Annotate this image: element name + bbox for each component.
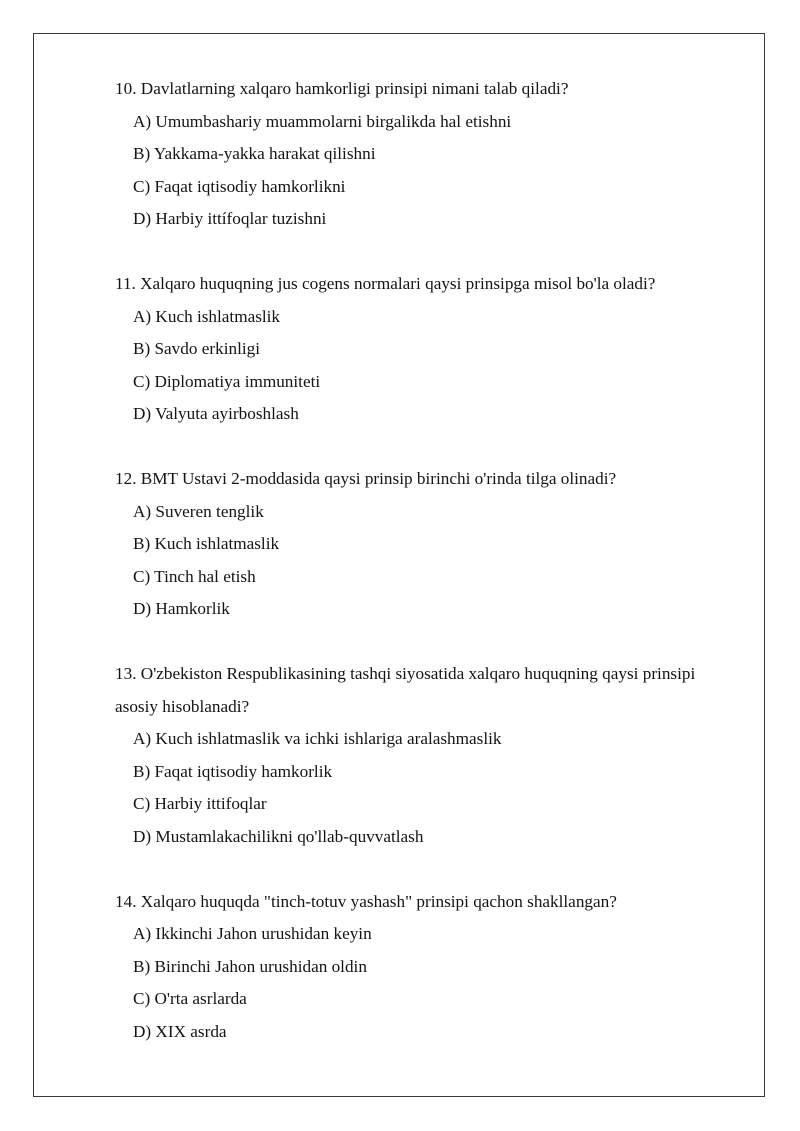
option-c: C) Tinch hal etish [133,566,256,586]
option-b: B) Kuch ishlatmaslik [133,534,280,553]
question-text: 11. Xalqaro huquqning jus cogens normalari qaysi prinsipga misol bo'la oladi? [115,274,656,293]
question-13 [115,658,725,853]
question-list [115,73,725,1048]
question-12 [115,463,725,626]
option-a: A) Umumbashariy muammolarni birgalikda hal etishni [133,111,512,131]
option-d: D) Harbiy ittífoqlar tuzishni [133,209,327,228]
question-10 [115,73,725,236]
option-d: D) XIX asrda [133,1021,227,1041]
option-b: B) Faqat iqtisodiy hamkorlik [133,761,333,781]
question-text: 13. O'zbekiston Respublikasining tashqi siyosatida xalqaro huquqning qaysi prinsipi asosiy hisoblanadi? [115,664,696,716]
option-b: B) Birinchi Jahon urushidan oldin [133,956,367,976]
option-d: D) Hamkorlik [133,599,230,618]
option-b: B) Yakkama-yakka harakat qilishni [133,144,376,163]
option-d: D) Valyuta ayirboshlash [133,404,299,423]
question-14 [115,886,725,1049]
question-11 [115,268,725,431]
option-a: A) Kuch ishlatmaslik [133,306,281,326]
option-a: A) Ikkinchi Jahon urushidan keyin [133,924,372,943]
question-text: 12. BMT Ustavi 2-moddasida qaysi prinsip birinchi o'rinda tilga olinadi? [115,469,617,488]
option-c: C) Harbiy ittifoqlar [133,794,267,813]
option-c: C) O'rta asrlarda [133,989,247,1008]
option-a: A) Suveren tenglik [133,501,264,521]
option-d: D) Mustamlakachilikni qo'llab-quvvatlash [133,826,424,846]
question-text: 10. Davlatlarning xalqaro hamkorligi prinsipi nimani talab qiladi? [115,79,569,98]
option-c: C) Faqat iqtisodiy hamkorlikni [133,176,346,196]
option-b: B) Savdo erkinligi [133,339,260,358]
option-c: C) Diplomatiya immuniteti [133,371,321,391]
question-text: 14. Xalqaro huquqda "tinch-totuv yashash" prinsipi qachon shakllangan? [115,891,617,911]
option-a: A) Kuch ishlatmaslik va ichki ishlariga aralashmaslik [133,729,502,748]
